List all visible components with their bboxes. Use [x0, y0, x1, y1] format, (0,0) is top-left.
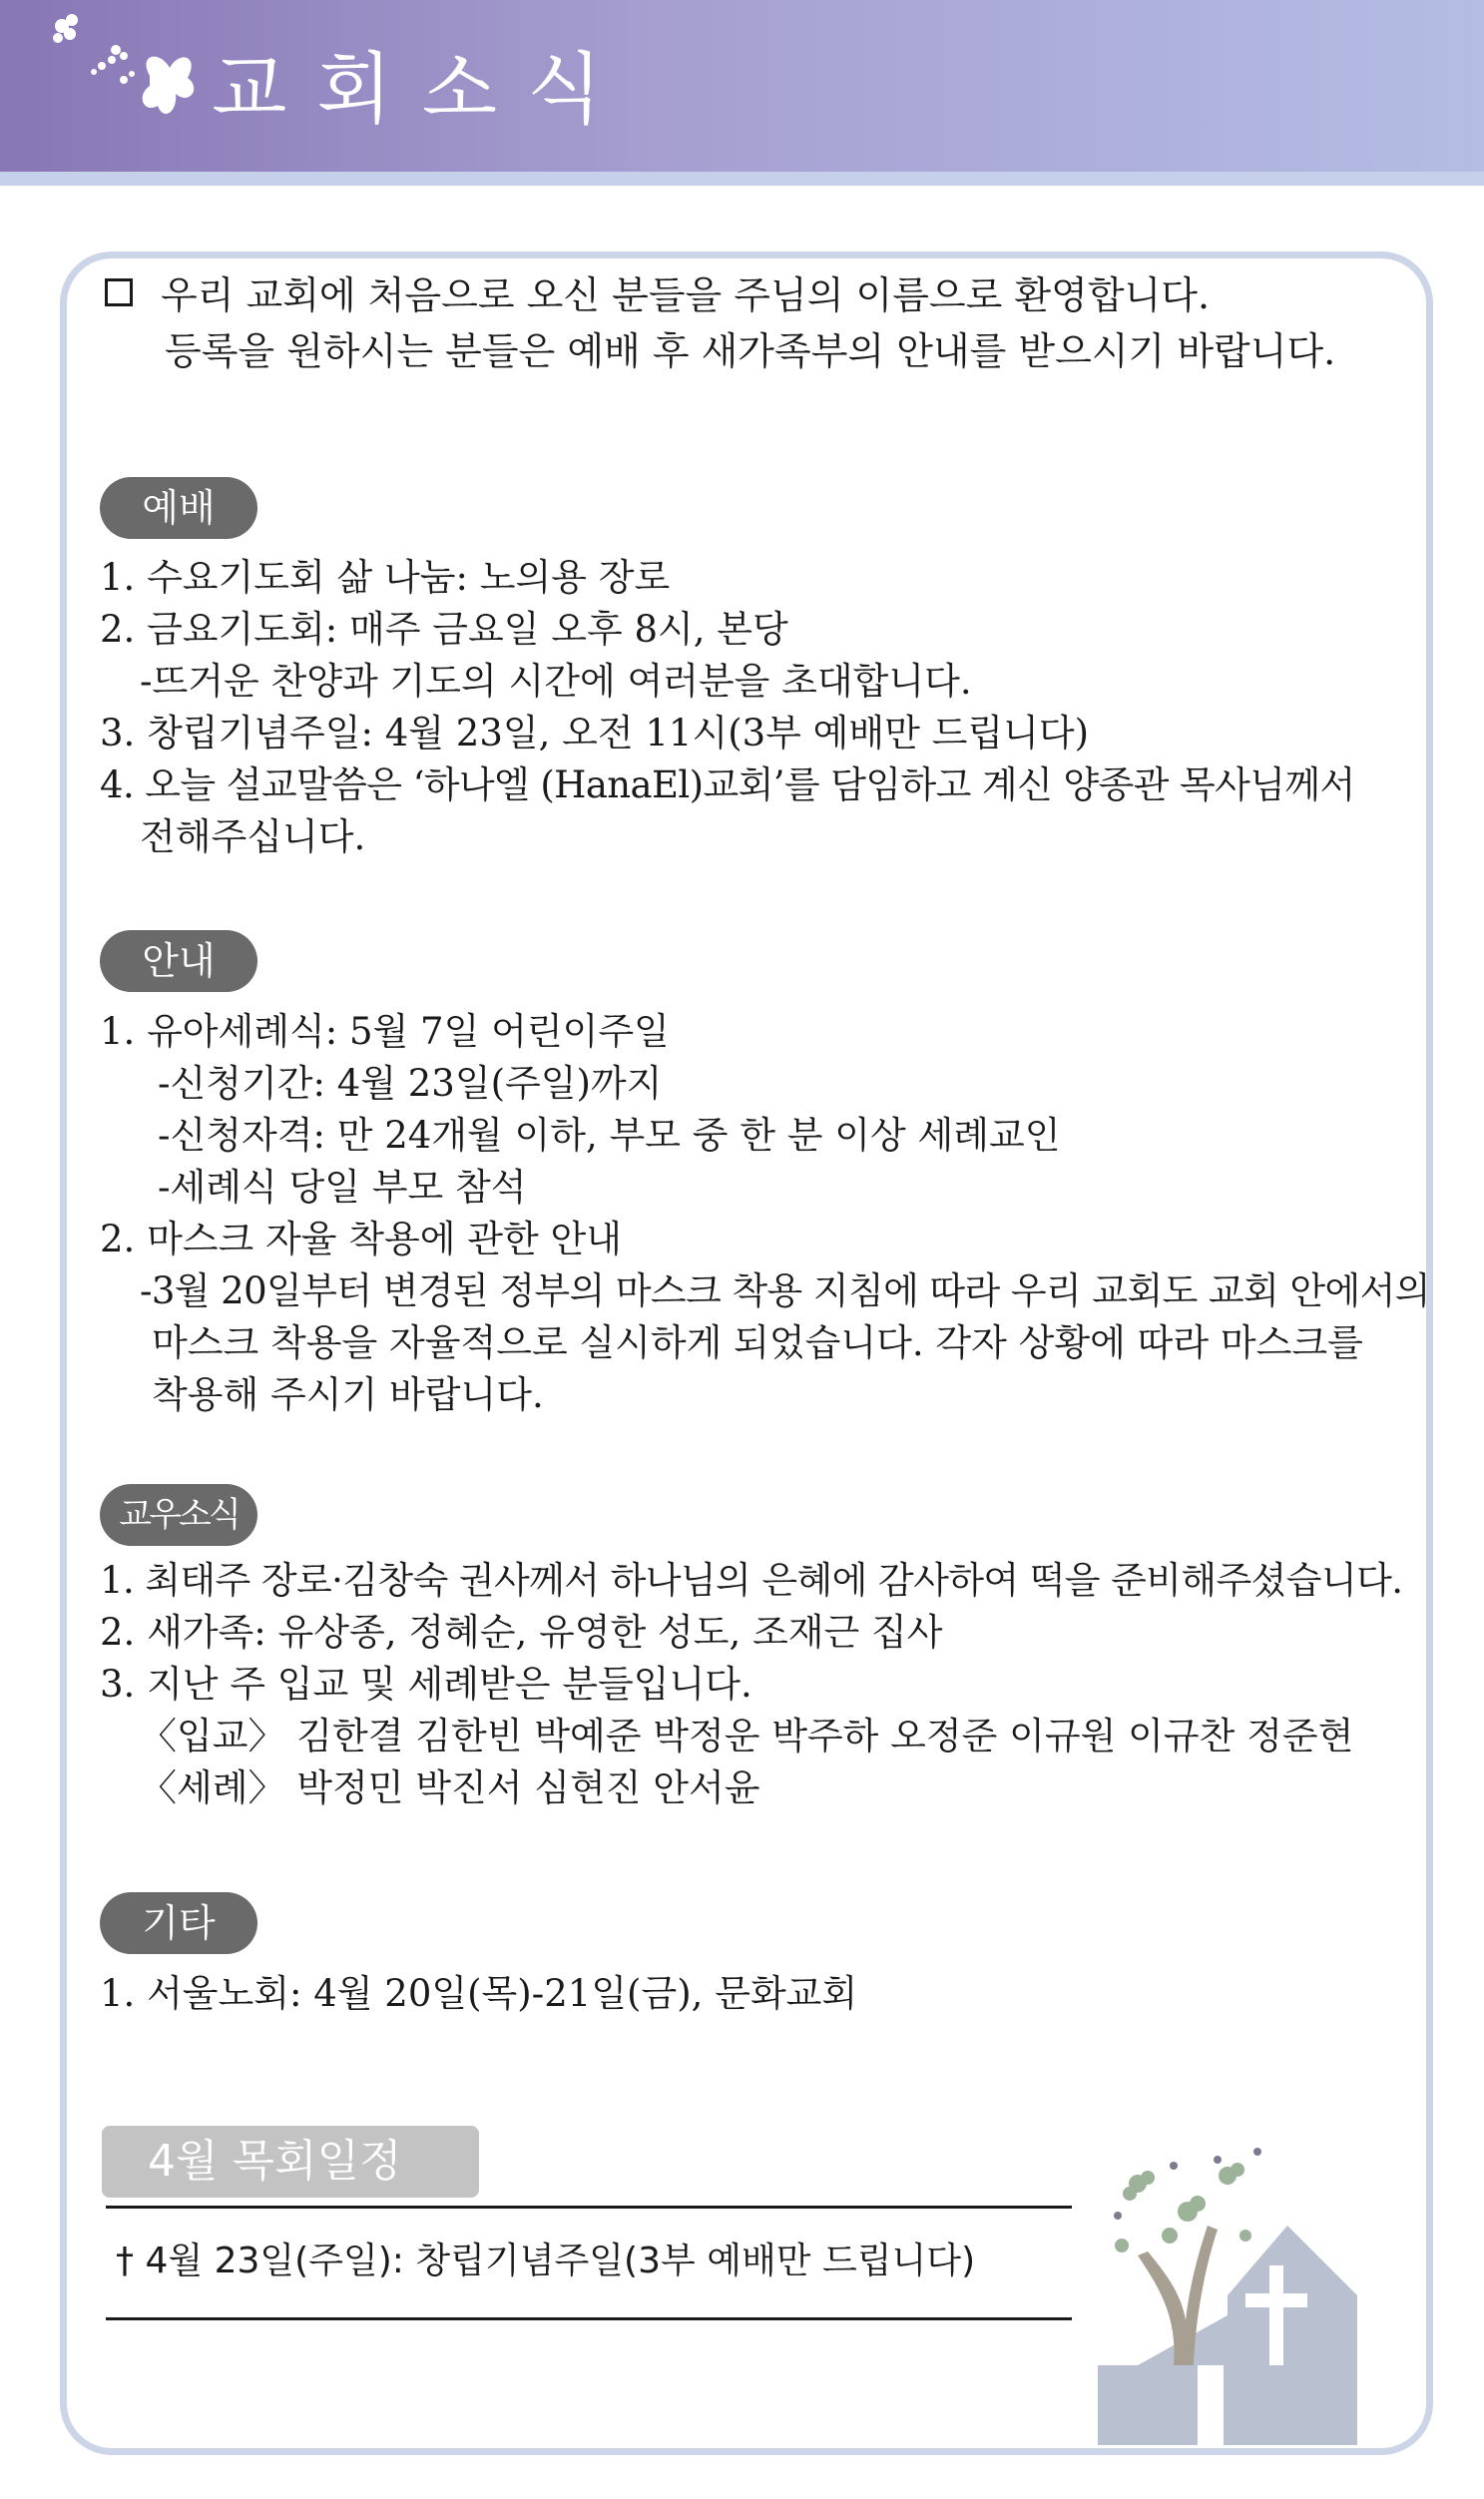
list-item: 1. 서울노회: 4월 20일(목)-21일(금), 문화교회: [100, 1972, 858, 2015]
etc-section: [100, 1968, 1397, 2020]
list-item: -3월 20일부터 변경된 정부의 마스크 착용 지침에 따라 우리 교회도 교회 안에서의: [140, 1269, 1430, 1312]
worship-badge: 예배: [100, 477, 257, 539]
list-item: 3. 지난 주 입교 및 세례받은 분들입니다.: [100, 1663, 752, 1706]
list-item: 〈세례〉 박정민 박진서 심현진 안서윤: [140, 1766, 760, 1809]
guide-section: [100, 1006, 1430, 1421]
list-item: 1. 수요기도회 삶 나눔: 노의용 장로: [100, 556, 671, 599]
list-item: 착용해 주시기 바랍니다.: [152, 1373, 544, 1416]
list-item: 2. 새가족: 유상종, 정혜순, 유영한 성도, 조재근 집사: [100, 1611, 943, 1654]
list-item: 〈입교〉 김한결 김한빈 박예준 박정운 박주하 오정준 이규원 이규찬 정준현: [140, 1715, 1354, 1757]
page-title: 교회소식: [212, 45, 633, 135]
members-badge: 교우소식: [100, 1484, 257, 1546]
list-item: -뜨거운 찬양과 기도의 시간에 여러분을 초대합니다.: [140, 660, 972, 703]
schedule-title: 4월 목회일정: [102, 2126, 479, 2198]
etc-badge: 기타: [100, 1892, 257, 1954]
header-strip: [0, 172, 1484, 186]
list-item: 마스크 착용을 자율적으로 실시하게 되었습니다. 각자 상황에 따라 마스크를: [152, 1321, 1363, 1364]
list-item: 2. 금요기도회: 매주 금요일 오후 8시, 본당: [100, 608, 788, 651]
list-item: -신청자격: 만 24개월 이하, 부모 중 한 분 이상 세례교인: [158, 1114, 1061, 1157]
church-icon: [1078, 2116, 1417, 2445]
welcome-line-2: 등록을 원하시는 분들은 예배 후 새가족부의 안내를 받으시기 바랍니다.: [165, 329, 1336, 373]
guide-badge: 안내: [100, 930, 257, 992]
schedule-item: † 4월 23일(주일): 창립기념주일(3부 예배만 드립니다): [116, 2241, 976, 2281]
schedule-bottom-rule: [106, 2317, 1072, 2320]
list-item: 2. 마스크 자율 착용에 관한 안내: [100, 1218, 623, 1260]
welcome-line-1: 우리 교회에 처음으로 오신 분들을 주님의 이름으로 환영합니다.: [105, 267, 1402, 323]
worship-section: [100, 552, 1397, 863]
checkbox-bullet-icon: [105, 278, 133, 306]
list-item: -신청기간: 4월 23일(주일)까지: [158, 1062, 663, 1105]
list-item: 3. 창립기념주일: 4월 23일, 오전 11시(3부 예배만 드립니다): [100, 712, 1090, 754]
butterfly-flower-icon: [40, 10, 210, 140]
members-section: [100, 1555, 1403, 1814]
list-item: 1. 최태주 장로·김창숙 권사께서 하나님의 은혜에 감사하여 떡을 준비해주셨습니다.: [100, 1559, 1403, 1602]
list-item: 전해주십니다.: [140, 815, 366, 858]
list-item: -세례식 당일 부모 참석: [158, 1166, 527, 1209]
list-item: 4. 오늘 설교말씀은 ‘하나엘 (HanaEl)교회’를 담임하고 계신 양종관 목사님께서: [100, 763, 1355, 806]
list-item: 1. 유아세례식: 5월 7일 어린이주일: [100, 1010, 670, 1053]
schedule-top-rule: [106, 2206, 1072, 2209]
welcome-message: [105, 267, 1402, 379]
